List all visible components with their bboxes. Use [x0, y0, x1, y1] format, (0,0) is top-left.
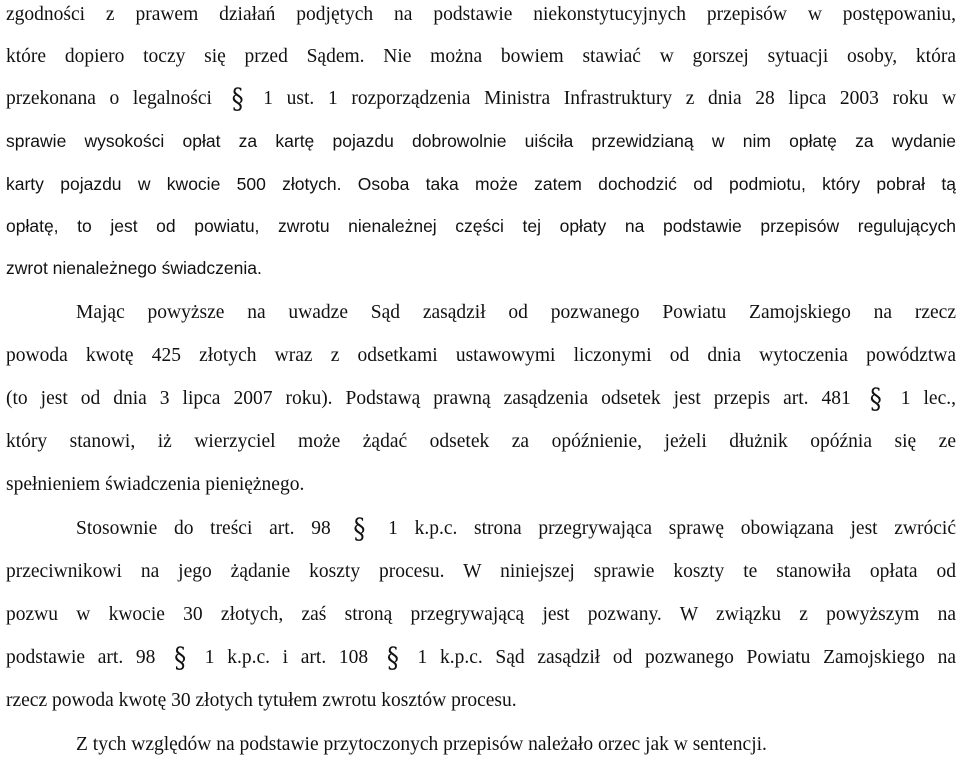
line-text: (to jest od dnia 3 lipca 2007 roku). Podstawą prawną zasądzenia odsetek jest przepis art. 481 [6, 388, 851, 409]
document-page [6, 0, 956, 762]
line-text: 1 k.p.c. Sąd zasądził od pozwanego Powiatu Zamojskiego na [417, 647, 957, 668]
line-text: Z tych względów na podstawie przytoczonych przepisów należało orzec jak w sentencji. [76, 734, 767, 755]
text-line [6, 557, 956, 587]
text-line [6, 169, 956, 199]
text-line [6, 643, 956, 673]
line-text: 1 k.p.c. i art. 108 [204, 647, 369, 668]
text-line [6, 427, 956, 457]
section-sign: § [353, 512, 366, 546]
line-text: zgodności z prawem działań podjętych na podstawie niekonstytucyjnych przepisów w postępowaniu, [6, 4, 956, 25]
paragraph-first-line [76, 730, 767, 760]
line-text: przeciwnikowi na jego żądanie koszty procesu. W niniejszej sprawie koszty te stanowiła opłata od [6, 561, 956, 582]
section-sign: § [174, 641, 187, 675]
paragraph-first-line [76, 514, 956, 544]
section-sign: § [869, 382, 882, 416]
text-line [6, 42, 956, 72]
text-line [6, 211, 956, 241]
line-text: 1 k.p.c. strona przegrywająca sprawę obowiązana jest zwrócić [388, 518, 956, 539]
line-text: spełnieniem świadczenia pieniężnego. [6, 474, 305, 495]
line-text: 1 lec., [900, 388, 956, 409]
text-line [6, 341, 956, 371]
text-line [6, 0, 956, 30]
paragraph-first-line [76, 298, 956, 328]
section-sign: § [231, 82, 244, 116]
text-line [6, 384, 956, 414]
line-text: Stosownie do treści art. 98 [76, 518, 331, 539]
line-text: zwrot nienależnego świadczenia. [6, 258, 262, 278]
text-line [6, 126, 956, 156]
line-text: przekonana o legalności [6, 88, 212, 109]
line-text: Mając powyższe na uwadze Sąd zasądził od pozwanego Powiatu Zamojskiego na rzecz [76, 302, 956, 323]
line-text: które dopiero toczy się przed Sądem. Nie można bowiem stawiać w gorszej sytuacji osoby, która [6, 46, 956, 67]
section-sign: § [386, 641, 399, 675]
text-line [6, 470, 304, 500]
text-line [6, 84, 956, 114]
line-text: sprawie wysokości opłat za kartę pojazdu dobrowolnie uiściła przewidzianą w nim opłatę za wydanie [6, 131, 956, 151]
line-text: 1 ust. 1 rozporządzenia Ministra Infrastruktury z dnia 28 lipca 2003 roku w [263, 88, 957, 109]
line-text: który stanowi, iż wierzyciel może żądać odsetek za opóźnienie, jeżeli dłużnik opóźnia się ze [6, 431, 956, 452]
line-text: rzecz powoda kwotę 30 złotych tytułem zwrotu kosztów procesu. [6, 690, 517, 711]
text-line [6, 253, 262, 283]
line-text: Osoba taka może zatem dochodzić od podmiotu, który pobrał tą [357, 174, 956, 194]
line-text: opłatę, to jest od powiatu, zwrotu nienależnej części tej opłaty na podstawie przepisów regulujących [6, 216, 956, 236]
line-text: pozwu w kwocie 30 złotych, zaś stroną przegrywającą jest pozwany. W związku z powyższym na [6, 604, 956, 625]
text-line [6, 600, 956, 630]
text-line [6, 686, 517, 716]
line-text: podstawie art. 98 [6, 647, 156, 668]
line-text: powoda kwotę 425 złotych wraz z odsetkami ustawowymi liczonymi od dnia wytoczenia powództwa [6, 345, 956, 366]
line-text: karty pojazdu w kwocie 500 złotych. [6, 174, 342, 194]
